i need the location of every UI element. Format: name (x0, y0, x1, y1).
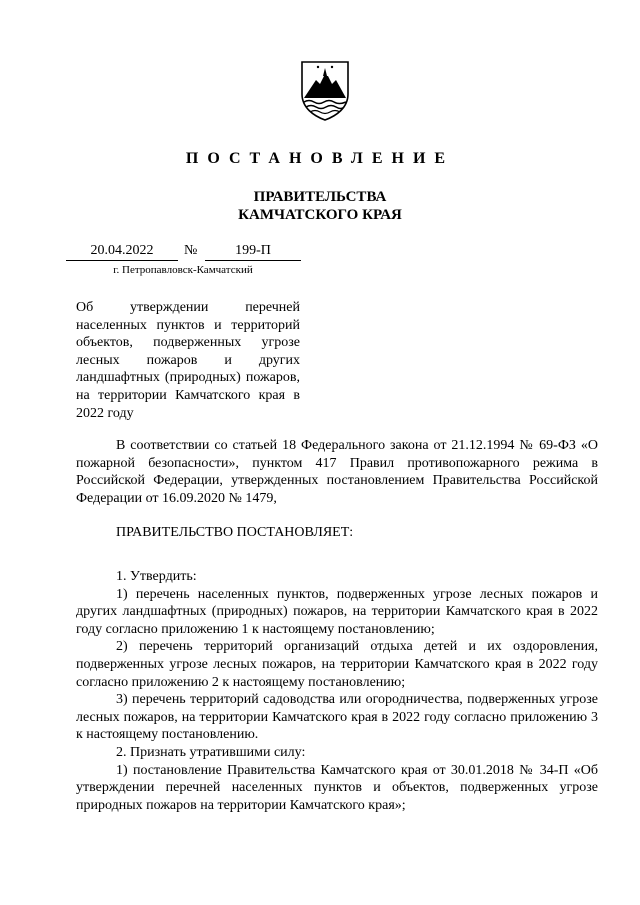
decree-subject: Об утверждении перечней населенных пунктов и территорий объектов, подверженных угрозе лесных пожаров и других ландшафтных (природных) пожаров, на территории Камчатского края в 2022 году (76, 300, 300, 421)
paragraph: 1. Утвердить: (116, 569, 197, 584)
preamble-text: В соответствии со статьей 18 Федерального закона от 21.12.1994 № 69-ФЗ «О пожарной безопасности», пунктом 417 Правил противопожарного режима в Российской Федерации, утвержденных постановлением Правительства Российской Федерации от 16.09.2020 № 1479, (76, 438, 598, 506)
emblem-graphic (298, 58, 352, 122)
paragraph: 3) перечень территорий садоводства или огородничества, подверженных угрозе лесных пожаров, на территории Камчатского края в 2022 году согласно приложению 3 к настоящему постановлению. (76, 692, 598, 743)
paragraph: 2. Признать утратившими силу: (116, 744, 306, 760)
document-title: ПОСТАНОВЛЕНИЕ (185, 150, 455, 167)
resolution-text: ПРАВИТЕЛЬСТВО ПОСТАНОВЛЯЕТ: (116, 525, 354, 540)
issue-city: г. Петропавловск-Камчатский (113, 264, 253, 276)
issuer-line-2: КАМЧАТСКОГО КРАЯ (238, 207, 402, 223)
paragraph: 1) перечень населенных пунктов, подверженных угрозе лесных пожаров и других ландшафтных (природных) пожаров, на территории Камчатского края в 2022 году согласно приложению 1 к настоящему постановлению; (76, 586, 598, 637)
preamble (76, 437, 598, 507)
paragraph: 2) перечень территорий организаций отдыха детей и их оздоровления, подверженных угрозе лесных пожаров, на территории Камчатского края в 2022 году согласно приложению 2 к настоящему постановлению; (76, 639, 598, 690)
kamchatka-coat-of-arms-icon (298, 58, 352, 122)
decree-number: 199-П (205, 243, 301, 261)
decree-date: 20.04.2022 (66, 243, 178, 261)
issuer-line-1: ПРАВИТЕЛЬСТВА (253, 189, 387, 205)
paragraph: 1) постановление Правительства Камчатского края от 30.01.2018 № 34-П «Об утверждении перечней населенных пунктов и объектов, подверженных угрозе природных пожаров на территории Камчатского края»; (76, 762, 598, 813)
resolution-heading (76, 524, 598, 542)
decree-items (76, 568, 598, 814)
number-sign: № (184, 243, 198, 258)
